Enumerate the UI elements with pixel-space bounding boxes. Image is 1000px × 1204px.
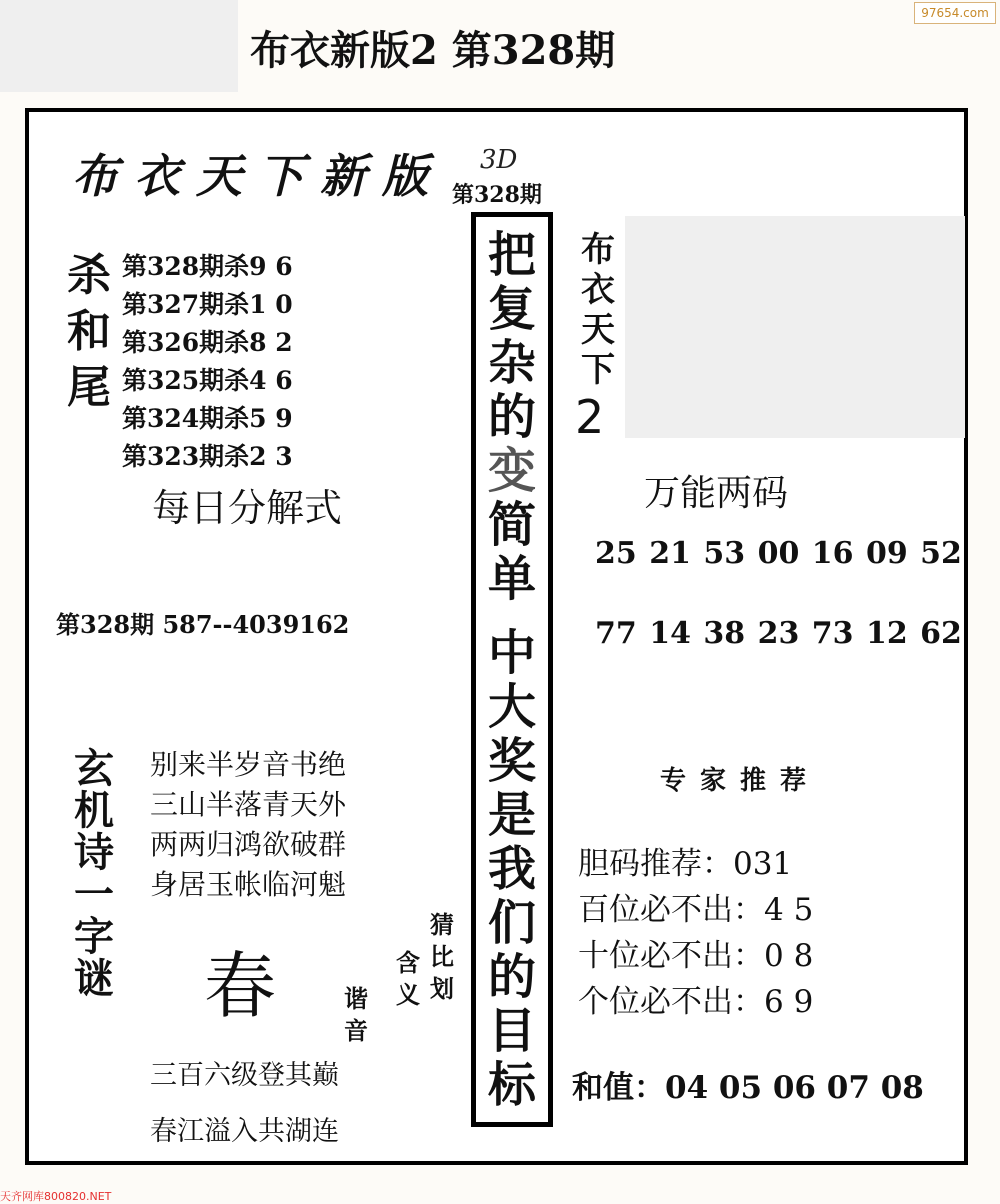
- slogan-char: 是: [487, 787, 536, 843]
- label-char: 和: [67, 306, 111, 357]
- slogan-char: 把: [487, 227, 536, 283]
- label-char: 布: [581, 230, 615, 270]
- recommendation: 个位必不出：6 9: [578, 984, 814, 1020]
- label-char: 诗: [74, 829, 114, 876]
- slogan-char: 我: [487, 841, 536, 897]
- expert-title: 专家推荐: [660, 766, 821, 796]
- page-title: 布衣新版2 第328期: [250, 27, 616, 74]
- sum-values: 和值：04 05 06 07 08: [572, 1070, 924, 1106]
- slogan-char: 标: [487, 1057, 536, 1113]
- poem-line: 两两归鸿欲破群: [150, 828, 347, 861]
- site-watermark[interactable]: 97654.com: [914, 2, 996, 24]
- slogan-char: 变: [487, 443, 536, 499]
- grey-panel: [625, 216, 965, 438]
- right-brand-label: [568, 230, 628, 390]
- slogan-char: 目: [487, 1003, 536, 1059]
- label-char: 一: [74, 871, 114, 918]
- slogan-char: 的: [487, 949, 536, 1005]
- decomposition-line: 第328期 587--4039162: [56, 610, 350, 639]
- label-char: 杀: [67, 250, 111, 301]
- expert-recommendations: [578, 842, 813, 1026]
- poem-tail-lines: [150, 1056, 339, 1168]
- hint-char: 划: [430, 974, 454, 1003]
- slogan-char: 中: [487, 625, 536, 681]
- footer-watermark: 天齐网库800820.NET: [0, 1190, 112, 1203]
- riddle-answer: 春: [204, 944, 277, 1028]
- poem-line: 身居玉帐临河魁: [150, 868, 347, 901]
- label-char: 下: [581, 350, 615, 390]
- label-char: 机: [74, 787, 114, 834]
- brand-tag-3d: 3D: [480, 145, 518, 175]
- slogan-char: 奖: [487, 733, 536, 789]
- list-item: 第324期杀5 9: [122, 404, 293, 433]
- poem-line: 三山半落青天外: [150, 788, 347, 821]
- brand-issue: 第328期: [452, 182, 542, 208]
- label-char: 字: [74, 913, 114, 960]
- poem-lines: [150, 745, 346, 905]
- slogan-char: 单: [487, 551, 536, 607]
- list-item: 第327期杀1 0: [122, 290, 293, 319]
- slogan-char: 们: [487, 895, 536, 951]
- center-slogan: [476, 228, 548, 1112]
- universal-pairs-title: 万能两码: [644, 473, 789, 514]
- recommendation: 百位必不出：4 5: [578, 892, 814, 928]
- recommendation: 胆码推荐：031: [578, 846, 793, 882]
- hint-char: 义: [396, 980, 420, 1009]
- hint-char: 音: [344, 1016, 368, 1045]
- list-item: 第326期杀8 2: [122, 328, 293, 357]
- label-char: 谜: [74, 955, 114, 1002]
- kill-tail-list: [122, 248, 293, 476]
- right-brand-number: 2: [575, 390, 605, 444]
- top-left-grey-block: [0, 0, 238, 92]
- poem-line: 别来半岁音书绝: [150, 748, 347, 781]
- universal-pairs-row: 25 21 53 00 16 09 52: [595, 536, 962, 571]
- slogan-char: 的: [487, 389, 536, 445]
- list-item: 第325期杀4 6: [122, 366, 293, 395]
- slogan-char: 简: [487, 497, 536, 553]
- hint-char: 含: [396, 948, 420, 977]
- slogan-char: 复: [487, 281, 536, 337]
- poem-line: 三百六级登其巅: [150, 1060, 339, 1091]
- poem-line: 春江溢入共湖连: [150, 1116, 339, 1147]
- slogan-char: 大: [487, 679, 536, 735]
- poem-label: [62, 745, 126, 1002]
- slogan-char: 杂: [487, 335, 536, 391]
- universal-pairs-row: 77 14 38 23 73 12 62: [595, 616, 962, 651]
- brand-title: 布衣天下新版: [72, 149, 444, 203]
- list-item: 第323期杀2 3: [122, 442, 293, 471]
- hint-char: 比: [430, 942, 454, 971]
- riddle-hints: [340, 905, 470, 1045]
- label-char: 玄: [74, 745, 114, 792]
- label-char: 天: [581, 310, 615, 350]
- label-char: 尾: [67, 362, 111, 413]
- label-char: 衣: [581, 270, 615, 310]
- decomposition-title: 每日分解式: [152, 486, 343, 530]
- recommendation: 十位必不出：0 8: [578, 938, 814, 974]
- hint-char: 猜: [430, 910, 454, 939]
- kill-tail-label: [64, 248, 114, 416]
- hint-char: 谐: [344, 984, 368, 1013]
- list-item: 第328期杀9 6: [122, 252, 293, 281]
